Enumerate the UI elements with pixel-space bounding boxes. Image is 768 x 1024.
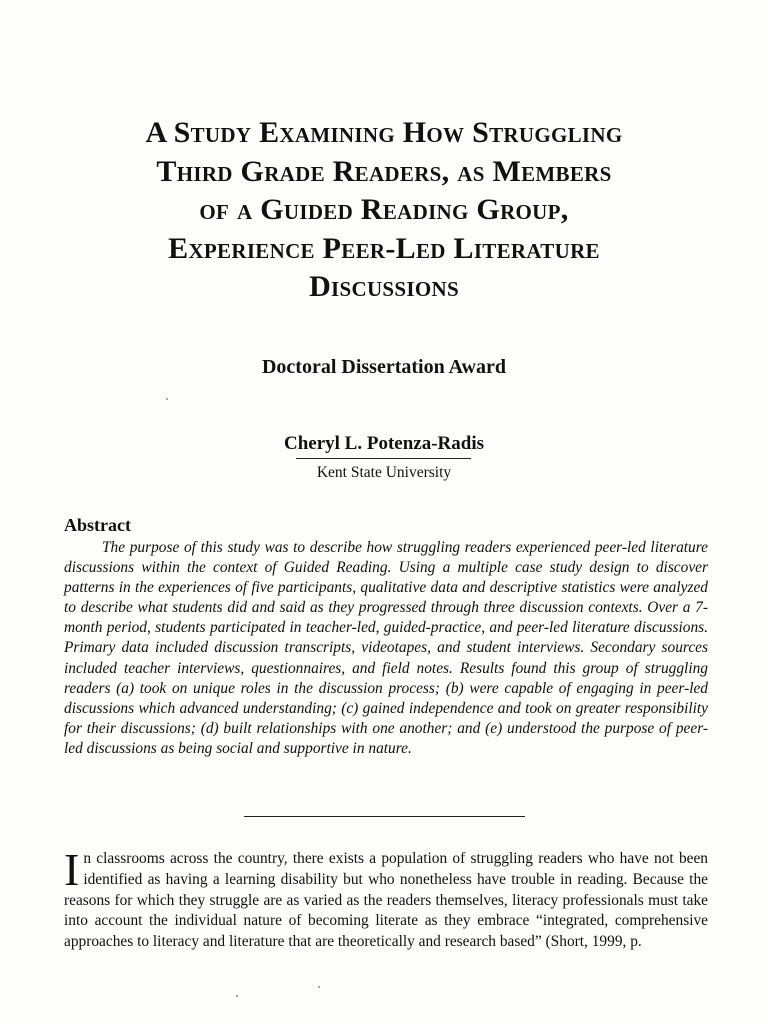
scan-speck (236, 995, 238, 997)
author-name: Cheryl L. Potenza-Radis (283, 433, 484, 454)
abstract-text: The purpose of this study was to describe how struggling readers experienced peer-led literature discussions within the context of Guided Reading. Using a multiple case study design to discover patterns in the experiences of five participants, qualitative data and descriptive statistics were analyzed to describe what students did and said as they progressed through three discussion contexts. Over a 7-month period, students participated in teacher-led, guided-practice, and peer-led literature discussions. Primary data included discussion transcripts, videotapes, and student interviews. Secondary sources included teacher interviews, questionnaires, and field notes. Results found this group of struggling readers (a) took on unique roles in the discussion process; (b) were capable of engaging in peer-led discussions which advanced understanding; (c) gained independence and took on greater responsibility for their discussions; (d) built relationships with one another; and (e) understood the purpose of peer-led discussions as being social and supportive in nature. (64, 539, 708, 757)
title-line: Discussions (309, 270, 459, 303)
scan-speck (166, 398, 168, 400)
title-line: of a Guided Reading Group, (199, 193, 569, 226)
author-underline (296, 458, 471, 459)
body-paragraph (64, 844, 708, 953)
title-line: A Study Examining How Struggling (145, 116, 623, 149)
body-text: n classrooms across the country, there exists a population of struggling readers who have not been identified as having a learning disability but who nonetheless have trouble in reading. Because the reasons for which they struggle are as varied as the readers themselves, literacy professionals must take into account the individual nature of becoming literate as they embrace “integrated, comprehensive approaches to literacy and literature that are theoretically and research based” (Short, 1999, p. (64, 850, 708, 951)
title-line: Third Grade Readers, as Members (156, 154, 612, 188)
title-line: Experience Peer-Led Literature (168, 231, 600, 265)
drop-cap: I (64, 844, 80, 895)
abstract-heading: Abstract (64, 515, 131, 535)
scan-speck (318, 986, 320, 988)
author-affiliation: Kent State University (316, 464, 452, 481)
section-divider (244, 816, 525, 817)
award-heading: Doctoral Dissertation Award (261, 356, 507, 378)
paper-title (40, 114, 728, 307)
